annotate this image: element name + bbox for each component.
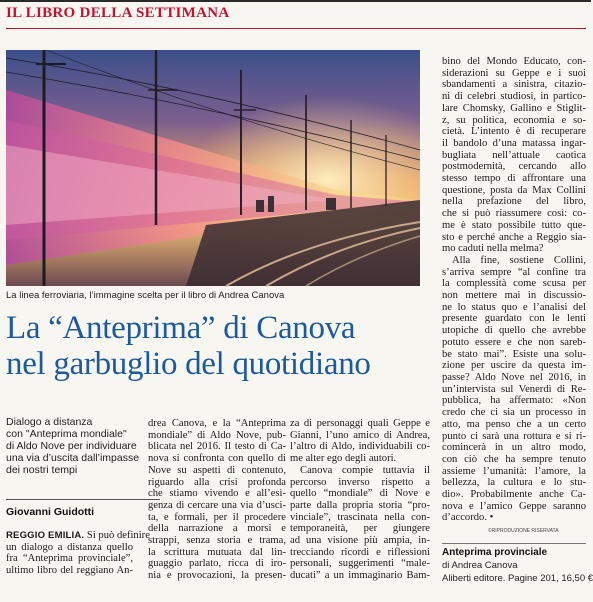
text-line: percorso inverso rispetto a [290,476,430,488]
text-line: ne lo status quo e l’analisi del [442,301,586,313]
article-column-3 [290,418,430,582]
text-line: be stato mai”. Esiste una solu- [442,348,586,360]
text-line: potuto essere e che non sareb- [442,336,586,348]
text-line: genza di cercare una via d’usci- [148,499,286,511]
headline-line: La “Anteprima” di Canova [6,310,356,346]
text-line: pubblica, ha affermato: «Non [442,395,586,407]
railway-photo [6,50,420,286]
text-line: non mettere mai in discussio- [442,290,586,302]
text-line: assieme l’umanità: l’amore, la [442,465,586,477]
text-line: zione per uscire da questa im- [442,360,586,372]
text-line: nova e l’amico Geppe saranno [442,500,586,512]
text-line: il bandolo d’una matassa ingar- [442,137,586,149]
text-fragment: Si può definire [84,530,150,541]
text-line: ad una visione più ampia, in- [290,535,430,547]
headline [6,310,426,382]
text-line: mo caduti nella melma? [442,243,544,255]
copyright-notice: ©RIPRODUZIONE RISERVATA [488,528,559,534]
article-column-1 [6,530,150,577]
text-line: un dialogo a distanza quello [6,541,133,553]
text-line: d’accordo. • [442,512,494,524]
subheading-line: Dialogo a distanza [6,416,93,428]
text-line: z, su politica, economia e so- [442,114,586,126]
text-line: sto e perché anche a Reggio sia- [442,231,586,243]
text-line: me è stato possibile tutto que- [442,219,586,231]
text-line: sbandamenti a sinistra, citazio- [442,79,586,91]
author-rule [6,499,160,500]
text-line: Canova compie tuttavia il [300,464,430,476]
text-line: credo che ci sia un processo in [442,407,586,419]
subheading-line: dei nostri tempi [6,464,78,476]
book-author: di Andrea Canova [442,560,518,571]
text-line: comincerà in un altro modo, [442,442,586,454]
text-line: s’arriva sempre “al confine tra [442,266,586,278]
text-line: della narrazione a morsi e [148,523,286,535]
book-box-rule [442,543,586,544]
article-column-4 [442,56,586,524]
text-line: nia e provocazioni, la presen- [148,570,286,582]
text-line: utopiche di quello che avrebbe [442,325,586,337]
text-line: za di personaggi quali Geppe e [290,418,430,429]
text-line: atto, ma penso che a un certo [442,418,586,430]
text-line: nova si confronta con quello di [148,453,286,465]
section-rule [6,28,586,29]
subheading-line: di Aldo Nove per individuare [6,440,137,452]
text-line: bugliata nell’attuale caotica [442,149,586,161]
book-publisher: Aliberti editore. Pagine 201, 16,50 € [442,573,593,584]
text-line: quello “mondiale” di Nove e [290,488,430,500]
text-line: trecciando ricordi e riflessioni [290,546,430,558]
text-line: vinciale”, trascinata nella con- [290,511,430,523]
text-line: un’intervista sul Venerdì di Re- [442,383,586,395]
text-line: questione, posta da Max Collini [442,184,586,196]
text-line: l’altro di Aldo, individuabili co- [290,441,430,453]
text-line: dio». Probabilmente anche Ca- [442,489,586,501]
text-line: drea Canova, e la “Anteprima [148,418,286,429]
subheading-line: con "Anteprima mondiale" [6,428,127,440]
headline-line: nel garbuglio del quotidiano [6,346,371,382]
text-line: cietà. L’intento è di recuperare [442,126,586,138]
text-line: ducati” a un immaginario Bam- [290,570,430,582]
text-line: bino del Mondo Educato, con- [442,56,586,67]
text-line: la scrittura mutuata dal lin- [148,546,286,558]
text-line: che si può riassumere così: co- [442,208,586,220]
text-line: ta, e formali, per il procedere [148,511,286,523]
text-line: riguardo alla crisi profonda [148,476,286,488]
text-line: postmodernità, cercando allo [442,161,586,173]
text-line: me alter ego degli autori. [290,453,397,465]
text-line: Alla fine, sostiene Collini, [452,254,586,266]
text-line: Gianni, l’uno amico di Andrea, [290,429,430,441]
photo-caption: La linea ferroviaria, l’immagine scelta per il libro di Andrea Canova [6,290,285,301]
text-line: strappi, senza storia e trama, [148,535,286,547]
author-byline: Giovanni Guidotti [6,506,95,518]
text-line: ni di celebri studiosi, in partico- [442,91,586,103]
text-line: che stiamo vivendo e all’esi- [148,488,286,500]
text-line: nella prefazione del libro, [442,196,586,208]
text-line: mondiale” di Aldo Nove, pub- [148,429,286,441]
text-line: punto ci sarà una rottura e si ri- [442,430,586,442]
text-line: presente guardato con le lenti [442,313,586,325]
text-line: passe? Aldo Nove nel 2016, in [442,371,586,383]
article-column-2 [148,418,286,582]
section-label: IL LIBRO DELLA SETTIMANA [6,5,230,21]
subheading-line: una via d’uscita dall’impasse [6,452,140,464]
text-line: ultimo libro del reggiano An- [6,565,133,577]
text-line: blicata nel 2016. Il testo di Ca- [148,441,286,453]
text-line: lare Chomsky, Gallino e Stiglit- [442,102,586,114]
text-line: fra “Anteprima provinciale”, [6,553,133,565]
text-line: con ciò che ha sempre tenuto [442,453,586,465]
text-line: siderazioni su Geppe e i suoi [442,67,586,79]
dateline: REGGIO EMILIA. [6,530,85,541]
text-line [6,530,150,542]
text-line: personali, suggerimenti “male- [290,558,430,570]
text-line: parte dalla propria storia “pro- [290,499,430,511]
text-line: la complessità come scusa per [442,278,586,290]
subheading [6,416,166,476]
text-line: Nove su aspetti di contenuto, [148,464,286,476]
text-line: stesso tempo di affrontare una [442,173,586,185]
text-line: temporaneità, per giungere [290,523,430,535]
book-title: Anteprima provinciale [442,547,548,558]
top-rule [0,0,591,2]
text-line: bellezza, la cultura e lo stu- [442,477,586,489]
text-line: guaggio parlato, ricca di iro- [148,558,286,570]
